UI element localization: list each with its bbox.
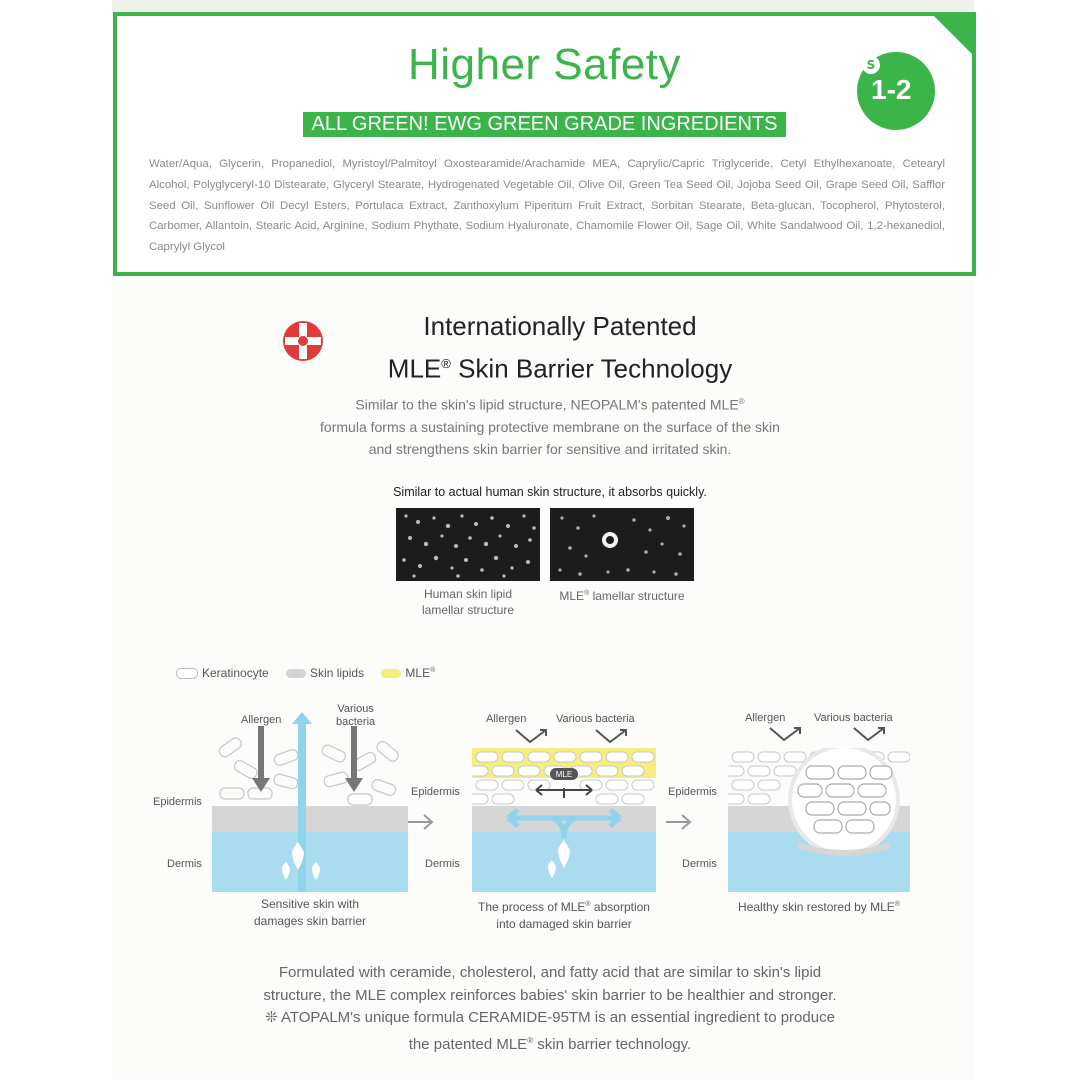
bottom-description: Formulated with ceramide, cholesterol, and fatty acid that are similar to skin's lipid structure, the MLE complex reinforces babies' skin barrier to be healthier and stronger. ❊ ATOPALM's unique formula CERAMIDE-95TM is an essential ingredient to produce the patented MLE® skin barrier technology.	[263, 964, 837, 1053]
label-dermis-1: Dermis	[167, 858, 202, 870]
label-dermis-3: Dermis	[682, 858, 717, 870]
label-allergen-2: Allergen	[486, 713, 527, 725]
allergen-blocked-arrow-icon	[766, 724, 806, 746]
allergen-arrow-icon	[512, 726, 552, 748]
safety-title: Higher Safety	[407, 40, 682, 89]
legend-keratinocyte: Keratinocyte	[176, 666, 269, 680]
bacteria-blocked-arrow-icon	[850, 724, 890, 746]
diagram-legend	[176, 666, 449, 680]
label-dermis-2: Dermis	[425, 858, 460, 870]
diagram-damaged-skin	[212, 712, 408, 892]
human-lipid-micrograph	[396, 508, 540, 581]
label-bacteria-2: Various bacteria	[556, 713, 635, 725]
label-allergen-1: Allergen	[241, 714, 282, 726]
caption-mle-absorption: The process of MLE® absorption into damaged skin barrier	[478, 900, 650, 931]
left-margin	[0, 0, 112, 1080]
caption-mle-lamellar: MLE® lamellar structure	[559, 589, 685, 603]
mle-micrograph	[550, 508, 694, 581]
diagram-healthy-skin	[728, 748, 910, 892]
caption-healthy-skin: Healthy skin restored by MLE®	[738, 900, 900, 914]
bacteria-arrow-icon	[592, 726, 632, 748]
label-epidermis-1: Epidermis	[153, 796, 202, 808]
label-bacteria-3: Various bacteria	[814, 712, 893, 724]
safety-box	[113, 12, 976, 276]
ewg-s-icon: S	[862, 56, 880, 74]
label-epidermis-2: Epidermis	[411, 786, 460, 798]
diagram-mle-absorption	[472, 748, 656, 892]
next-arrow-icon-2	[664, 812, 694, 832]
right-margin	[974, 0, 1080, 1080]
mle-tag: MLE	[555, 770, 573, 779]
absorb-heading: Similar to actual human skin structure, it absorbs quickly.	[393, 485, 707, 499]
caption-damaged-skin: Sensitive skin with damages skin barrier	[253, 897, 367, 928]
caption-human-lipid: Human skin lipid lamellar structure	[421, 587, 515, 617]
legend-mle: MLE®	[381, 666, 435, 680]
mle-description: Similar to the skin's lipid structure, NEOPALM's patented MLE® formula forms a sustaining protective membrane on the surface of the skin and strengthens skin barrier for sensitive and irritated skin.	[320, 396, 780, 457]
label-bacteria-1: Various bacteria	[336, 703, 376, 728]
ewg-banner: ALL GREEN! EWG GREEN GRADE INGREDIENTS	[303, 112, 785, 137]
mle-title	[330, 308, 790, 388]
next-arrow-icon	[406, 812, 436, 832]
patent-cross-icon	[282, 320, 324, 362]
label-epidermis-3: Epidermis	[668, 786, 717, 798]
ewg-grade-value: 1-2	[871, 74, 912, 105]
mle-title-line2: MLE® Skin Barrier Technology	[387, 353, 733, 384]
legend-skin-lipids: Skin lipids	[286, 666, 364, 680]
ingredient-list: Water/Aqua, Glycerin, Propanediol, Myristoyl/Palmitoyl Oxostearamide/Arachamide MEA, Caprylic/Capric Triglyceride, Cetyl Ethylhexanoate, Cetearyl Alcohol, Polyglyceryl-10 Distearate, Glyceryl Stearate, Hydrogenated Vegetable Oil, Olive Oil, Green Tea Seed Oil, Jojoba Seed Oil, Grape Seed Oil, Safflor Seed Oil, Sunflower Oil Decyl Esters, Portulaca Extract, Zanthoxylum Piperitum Fruit Extract, Sorbitan Stearate, Beta-glucan, Tocopherol, Phytosterol, Carbomer, Allantoin, Stearic Acid, Arginine, Sodium Phythate, Sodium Hyaluronate, Chamomile Flower Oil, Sage Oil, White Sandalwood Oil, 1,2-hexanediol, Caprylyl Glycol	[149, 158, 945, 254]
label-allergen-3: Allergen	[745, 712, 786, 724]
mle-title-line1: Internationally Patented	[423, 311, 697, 341]
